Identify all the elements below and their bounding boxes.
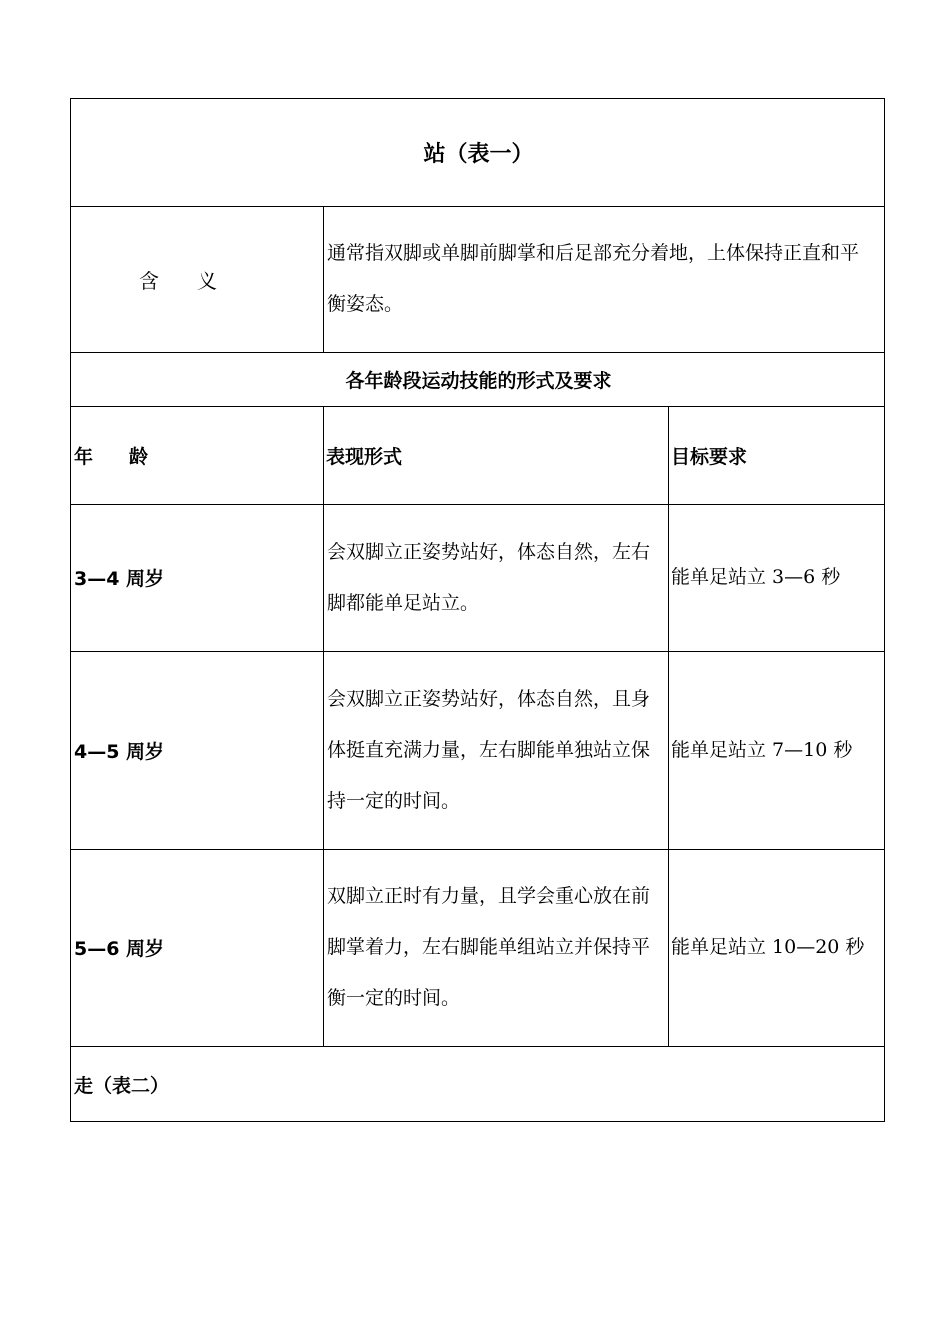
column-divider: [323, 406, 324, 1046]
column-header-age-text: 年龄: [74, 445, 185, 468]
table-row-age: 3—4 周岁: [74, 568, 165, 590]
meaning-label-text: 含义: [139, 268, 255, 293]
column-divider: [323, 206, 324, 352]
table-row-age: 5—6 周岁: [74, 938, 165, 960]
skills-table: [70, 98, 885, 1122]
meaning-text: 通常指双脚或单脚前脚掌和后足部充分着地，上体保持正直和平衡姿态。: [327, 242, 860, 315]
next-table-title: 走（表二）: [74, 1074, 170, 1097]
table-row-form: 会双脚立正姿势站好，体态自然，且身体挺直充满力量，左右脚能单独站立保持一定的时间。: [327, 687, 651, 812]
table-row-goal: 能单足站立 10—20 秒: [671, 936, 865, 958]
section-header: 各年龄段运动技能的形式及要求: [345, 369, 612, 392]
column-header-goal: 目标要求: [671, 445, 748, 468]
table-title: 站（表一）: [423, 142, 534, 167]
column-header-age: [74, 406, 322, 504]
column-header-form: 表现形式: [326, 445, 403, 468]
column-divider: [668, 406, 669, 1046]
table-row-form: 双脚立正时有力量，且学会重心放在前脚掌着力，左右脚能单组站立并保持平衡一定的时间。: [327, 885, 651, 1009]
table-row-age: 4—5 周岁: [74, 740, 165, 763]
table-row-goal: 能单足站立 3—6 秒: [671, 566, 841, 588]
meaning-label: [71, 206, 323, 352]
table-row-form: 会双脚立正姿势站好，体态自然，左右脚都能单足站立。: [327, 540, 651, 614]
table-row-goal: 能单足站立 7—10 秒: [671, 738, 853, 761]
